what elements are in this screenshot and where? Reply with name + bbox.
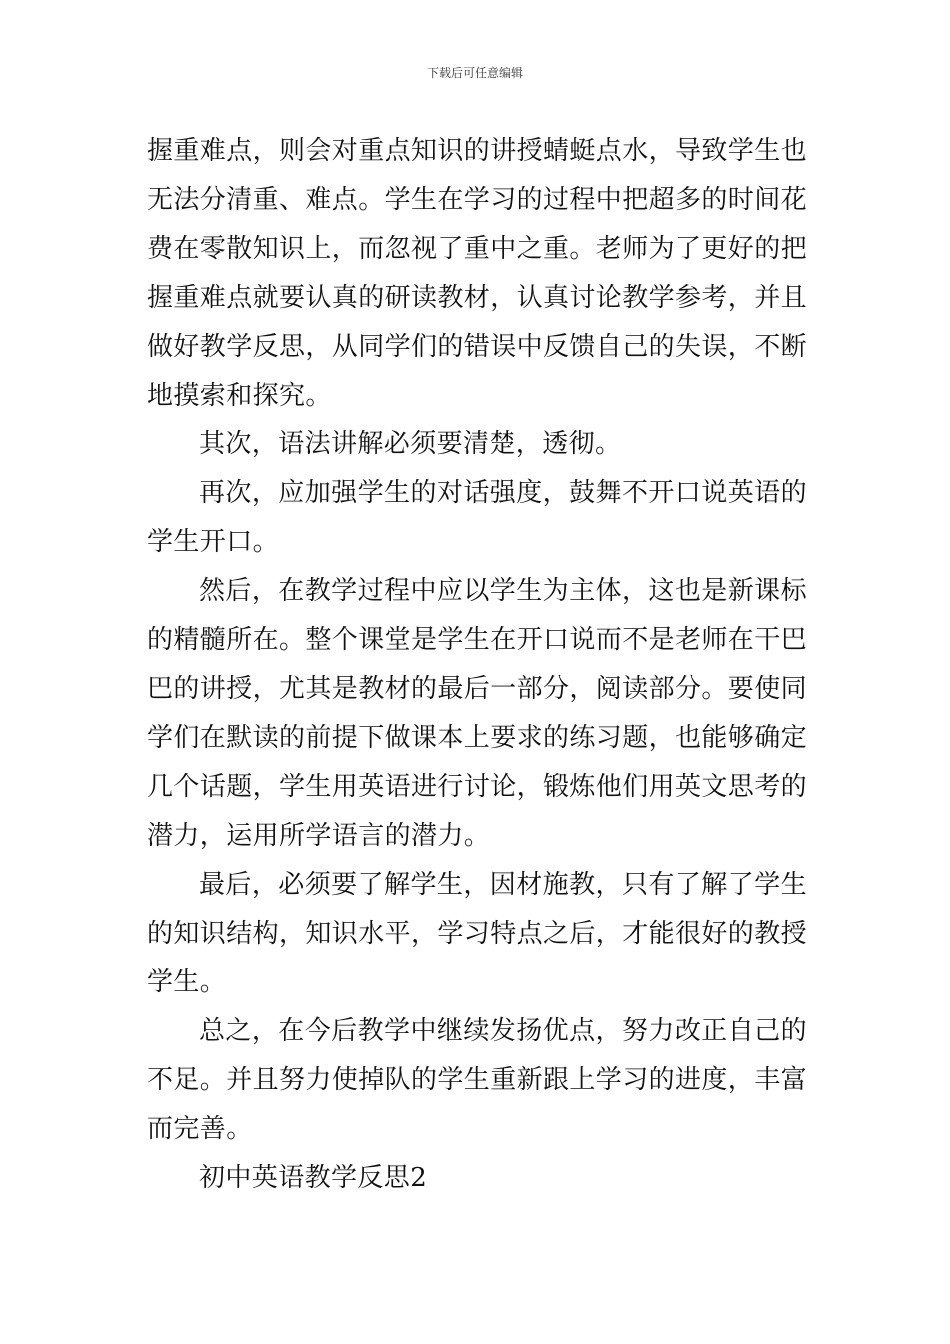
paragraph-5: 最后，必须要了解学生，因材施教，只有了解了学生的知识结构，知识水平，学习特点之后，才能很好的教授学生。 xyxy=(147,869,808,998)
section-heading: 初中英语教学反思2 xyxy=(199,1163,428,1194)
paragraph-3: 再次，应加强学生的对话强度，鼓舞不开口说英语的学生开口。 xyxy=(147,478,807,558)
page-header xyxy=(0,64,950,82)
paragraph-4: 然后，在教学过程中应以学生为主体，这也是新课标的精髓所在。整个课堂是学生在开口说而不是老师在干巴巴的讲授，尤其是教材的最后一部分，阅读部分。要使同学们在默读的前提下做课本上要求的练习题，也能够确定几个话题，学生用英语进行讨论，锻炼他们用英文思考的潜力，运用所学语言的潜力。 xyxy=(147,576,808,851)
document-body xyxy=(147,127,807,1203)
paragraph-2: 其次，语法讲解必须要清楚，透彻。 xyxy=(199,429,622,460)
header-text: 下载后可任意编辑 xyxy=(426,66,523,80)
paragraph-6: 总之，在今后教学中继续发扬优点，努力改正自己的不足。并且努力使掉队的学生重新跟上学习的进度，丰富而完善。 xyxy=(147,1016,808,1145)
paragraph-1: 握重难点，则会对重点知识的讲授蜻蜓点水，导致学生也无法分清重、难点。学生在学习的过程中把超多的时间花费在零散知识上，而忽视了重中之重。老师为了更好的把握重难点就要认真的研读教材，认真讨论教学参考，并且做好教学反思，从同学们的错误中反馈自己的失误，不断地摸索和探究。 xyxy=(147,136,808,411)
